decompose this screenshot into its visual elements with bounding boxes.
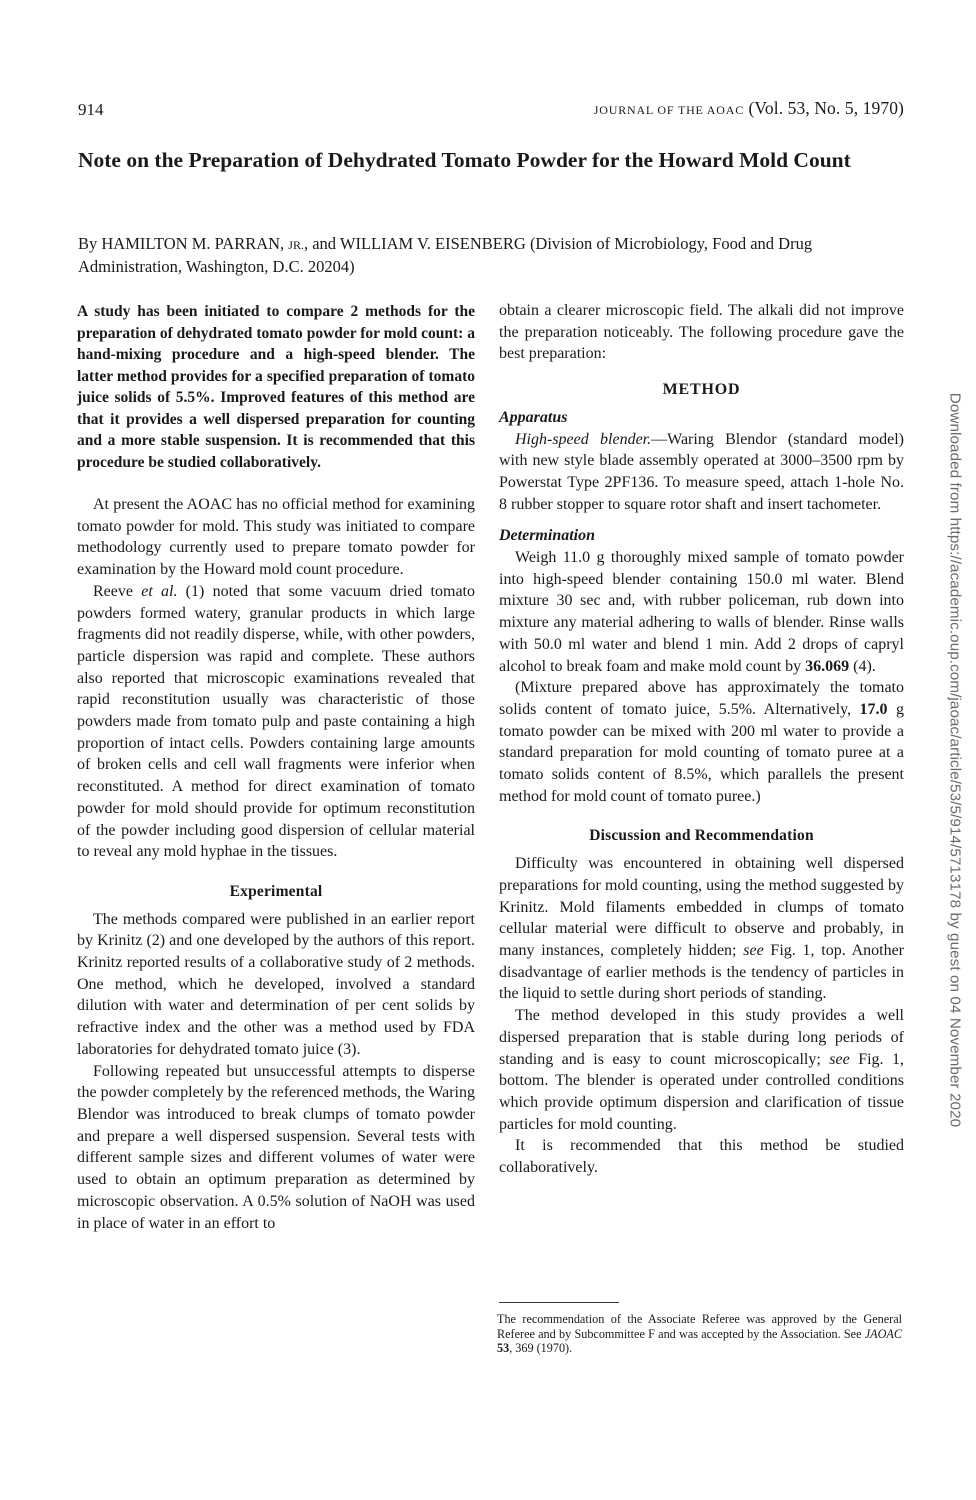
author-1: HAMILTON M. PARRAN,: [101, 234, 285, 253]
footnote-text: The recommendation of the Associate Referee was approved by the General Referee and by Subcommittee F and was accepted by the Association. See: [497, 1312, 902, 1341]
discussion-p2-see: see: [829, 1050, 850, 1068]
journal-name: JOURNAL OF THE AOAC: [593, 103, 745, 117]
apparatus-paragraph: [499, 429, 904, 516]
intro-paragraph-2: [77, 581, 475, 863]
byline: [78, 233, 908, 278]
byline-by: By: [78, 234, 98, 253]
apparatus-text: —Waring Blendor (standard model) with new style blade assembly operated at 3000–3500 rpm by Powerstat Type 2PF136. To measure speed, attach 1-hole No. 8 rubber stopper to square rotor shaft and insert tachometer.: [499, 430, 905, 513]
apparatus-heading: Apparatus: [499, 408, 568, 426]
discussion-p1-rest: Fig. 1, top. Another disadvantage of earlier methods is the tendency of particles in the liquid to settle during short periods of standing.: [499, 941, 904, 1003]
affiliation: (Division of Microbiology, Food and Drug Administration, Washington, D.C. 20204): [78, 234, 813, 276]
watermark-text: Downloaded from https://academic.oup.com/jaoac/article/53/5/914/5713178 by guest on 04 November 2020: [946, 392, 964, 1128]
discussion-p2-rest: Fig. 1, bottom. The blender is operated under controlled conditions which provide optimum dispersion and clarification of tissue particles for mold counting.: [499, 1050, 905, 1133]
experimental-heading: Experimental: [229, 882, 323, 900]
discussion-paragraph-3: It is recommended that this method be studied collaboratively.: [499, 1137, 904, 1177]
abstract: A study has been initiated to compare 2 methods for the preparation of dehydrated tomato powder for mold count: a hand-mixing procedure and a high-speed blender. The latter method provides for a specified preparation of tomato juice solids of 5.5%. Improved features of this method are that it provides a well dispersed preparation for counting and a more stable suspension. It is recommended that this procedure be studied collaboratively.: [77, 303, 475, 471]
page-number: 914: [78, 100, 104, 119]
running-head: [594, 98, 904, 119]
intro-p2-start: Reeve: [93, 582, 142, 600]
footnote-volume: 53: [497, 1341, 510, 1355]
volume-info: (Vol. 53, No. 5, 1970): [748, 98, 904, 118]
author-1-suffix: JR.: [288, 238, 304, 252]
determination-text-end: (4).: [849, 657, 876, 675]
download-watermark: [940, 40, 970, 1480]
method-heading: METHOD: [662, 381, 741, 399]
author-2: WILLIAM V. EISENBERG: [339, 234, 526, 253]
footnote-text-end: , 369 (1970).: [509, 1341, 573, 1355]
mixture-note-rest: g tomato powder can be mixed with 200 ml water to provide a standard preparation for mold counting of tomato puree at a tomato solids content of 8.5%, which parallels the present method for mold count of tomato puree.): [499, 700, 904, 805]
discussion-p1-start: Difficulty was encountered in obtaining well dispersed preparations for mold counting, using the method suggested by Krinitz. Mold filaments embedded in clumps of tomato cellular material were difficult to observe and probably, in many instances, completely hidden;: [499, 855, 904, 959]
footnote-rule: [499, 1302, 619, 1303]
article-title: Note on the Preparation of Dehydrated Tomato Powder for the Howard Mold Count: [78, 148, 851, 172]
intro-paragraph-1: At present the AOAC has no official method for examining tomato powder for mold. This study was initiated to compare methodology currently used to prepare tomato powder for examination by the Howard mold count procedure.: [77, 496, 475, 579]
discussion-paragraph-2: [499, 1005, 904, 1135]
left-column: [77, 301, 475, 1234]
footnote: [497, 1312, 902, 1356]
discussion-paragraph-1: [499, 853, 904, 1005]
mixture-note-amount: 17.0: [859, 700, 888, 718]
experimental-paragraph-2: Following repeated but unsuccessful attempts to disperse the powder completely by the referenced methods, the Waring Blendor was introduced to break clumps of tomato powder and prepare a well dispersed suspension. Several tests with different sample sizes and different volumes of water were used to obtain an optimum preparation as determined by microscopic observation. A 0.5% solution of NaOH was used in place of water in an effort to: [77, 1062, 475, 1232]
experimental-paragraph-2-continued: obtain a clearer microscopic field. The alkali did not improve the preparation noticeably. The following procedure gave the best preparation:: [499, 302, 904, 363]
determination-ref: 36.069: [805, 657, 850, 675]
mixture-note-start: (Mixture prepared above has approximately the tomato solids content of tomato juice, 5.5%. Alternatively,: [499, 679, 904, 718]
intro-p2-rest: (1) noted that some vacuum dried tomato powders formed watery, granular products in which large fragments did not readily disperse, while, with other powders, particle dispersion was rapid and complete. These authors also reported that microscopic examinations revealed that rapid reconstitution usually was characteristic of those powders made from tomato pulp and paste containing a high proportion of intact cells. Powders containing large amounts of broken cells and cell wall fragments were inferior when reconstituted. A method for direct examination of tomato powder for mold should provide for optimum reconstitution of the powder including good dispersion of cellular material to reveal any mold hyphae in the tissues.: [77, 582, 475, 861]
determination-text: Weigh 11.0 g thoroughly mixed sample of tomato powder into high-speed blender containing 150.0 ml water. Blend mixture 30 sec and, with rubber policeman, rub down into mixture any material adhering to walls of blender. Rinse walls with 50.0 ml water and blend 1 min. Add 2 drops of capryl alcohol to break foam and make mold count by: [499, 549, 904, 675]
discussion-p2-start: The method developed in this study provides a well dispersed preparation that is stable during long periods of standing and is easy to count microscopically;: [499, 1007, 904, 1068]
determination-heading: Determination: [499, 527, 596, 545]
right-column: [499, 300, 904, 1179]
determination-paragraph: [499, 547, 904, 677]
apparatus-label: High-speed blender.: [515, 430, 652, 448]
discussion-p1-see: see: [743, 941, 764, 959]
discussion-heading: Discussion and Recommendation: [589, 827, 814, 845]
et-al: et al.: [141, 582, 178, 600]
footnote-journal: JAOAC: [864, 1326, 902, 1341]
byline-and: , and: [303, 234, 337, 253]
experimental-paragraph-1: The methods compared were published in an earlier report by Krinitz (2) and one developed by the authors of this report. Krinitz reported results of a collaborative study of 2 methods. One method, which he developed, involved a standard dilution with water and determination of per cent solids by refractive index and the other was a method used by FDA laboratories for dehydrated tomato juice (3).: [77, 910, 475, 1058]
mixture-note: [499, 677, 904, 807]
